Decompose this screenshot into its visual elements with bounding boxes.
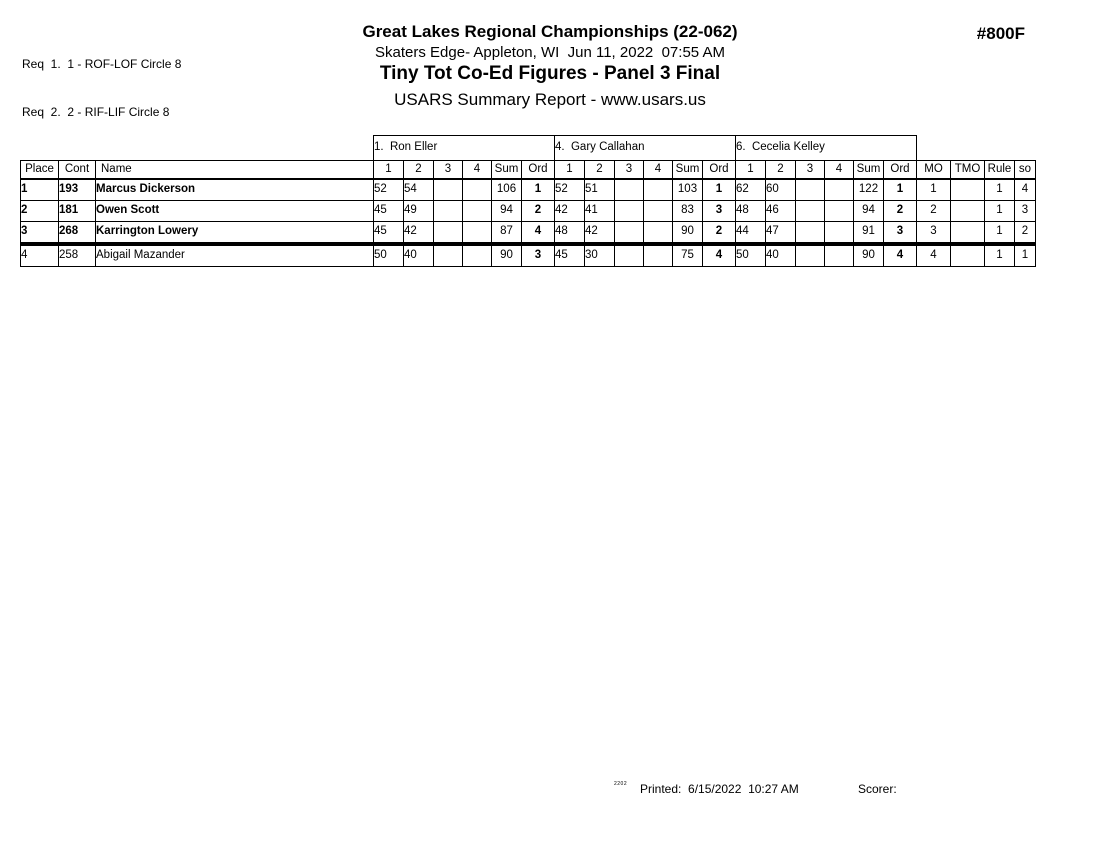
cell-j2-score2: 51: [585, 179, 615, 201]
cell-j3-sum: 90: [854, 244, 884, 267]
col-header-so: so: [1015, 161, 1036, 180]
cell-j3-ord: 2: [884, 201, 917, 222]
requirement-line-2: Req 2. 2 - RIF-LIF Circle 8: [22, 105, 170, 119]
cell-j1-score1: 50: [374, 244, 404, 267]
judge-name-row: [21, 136, 1036, 161]
footer-printed-timestamp: Printed: 6/15/2022 10:27 AM: [640, 782, 799, 796]
col-header-j1-4: 4: [463, 161, 492, 180]
cell-j3-score1: 62: [736, 179, 766, 201]
cell-j2-score1: 52: [555, 179, 585, 201]
cell-j1-ord: 1: [522, 179, 555, 201]
cell-so: 2: [1015, 222, 1036, 245]
cell-j3-score3: [796, 244, 825, 267]
col-header-j1-3: 3: [434, 161, 463, 180]
cell-j3-score3: [796, 222, 825, 245]
cell-cont: 193: [59, 179, 96, 201]
col-header-rule: Rule: [985, 161, 1015, 180]
venue-date-line: Skaters Edge- Appleton, WI Jun 11, 2022 07:55 AM: [375, 44, 725, 61]
cell-j3-score2: 46: [766, 201, 796, 222]
cell-j2-score3: [615, 201, 644, 222]
cell-j2-score1: 48: [555, 222, 585, 245]
cell-j2-sum: 103: [673, 179, 703, 201]
cell-rule: 1: [985, 222, 1015, 245]
cell-place: 3: [21, 222, 59, 245]
results-table: [20, 135, 1036, 267]
cell-j1-score1: 45: [374, 201, 404, 222]
judge-name-box-1: 1. Ron Eller: [374, 136, 555, 161]
judge-name-box-2: 4. Gary Callahan: [555, 136, 736, 161]
cell-j3-score4: [825, 201, 854, 222]
cell-j3-sum: 91: [854, 222, 884, 245]
col-header-j1-1: 1: [374, 161, 404, 180]
cell-j2-score3: [615, 244, 644, 267]
col-header-j1-ord: Ord: [522, 161, 555, 180]
cell-j1-score1: 52: [374, 179, 404, 201]
cell-j3-ord: 4: [884, 244, 917, 267]
cell-mo: 1: [917, 179, 951, 201]
col-header-name: Name: [96, 161, 374, 180]
report-type-line: USARS Summary Report - www.usars.us: [394, 90, 706, 109]
cell-j2-sum: 75: [673, 244, 703, 267]
cell-place: 2: [21, 201, 59, 222]
cell-j2-score4: [644, 201, 673, 222]
table-row: [21, 244, 1036, 267]
cell-j3-score1: 44: [736, 222, 766, 245]
footer-scorer-label: Scorer:: [858, 782, 897, 796]
cell-cont: 268: [59, 222, 96, 245]
cell-j2-score2: 30: [585, 244, 615, 267]
cell-mo: 2: [917, 201, 951, 222]
footer-version-mark: 2202: [614, 781, 628, 787]
cell-j3-sum: 94: [854, 201, 884, 222]
col-header-j2-3: 3: [615, 161, 644, 180]
table-row: [21, 201, 1036, 222]
cell-so: 3: [1015, 201, 1036, 222]
document-number: #800F: [976, 24, 1025, 43]
cell-j1-sum: 106: [492, 179, 522, 201]
cell-j3-score2: 60: [766, 179, 796, 201]
cell-rule: 1: [985, 244, 1015, 267]
col-header-place: Place: [21, 161, 59, 180]
col-header-j2-1: 1: [555, 161, 585, 180]
cell-j1-sum: 94: [492, 201, 522, 222]
cell-j1-score2: 40: [404, 244, 434, 267]
cell-j2-score1: 45: [555, 244, 585, 267]
cell-mo: 4: [917, 244, 951, 267]
cell-j1-ord: 4: [522, 222, 555, 245]
cell-so: 4: [1015, 179, 1036, 201]
cell-j1-ord: 2: [522, 201, 555, 222]
col-header-mo: MO: [917, 161, 951, 180]
cell-j3-score2: 47: [766, 222, 796, 245]
table-row: [21, 179, 1036, 201]
cell-j3-score4: [825, 179, 854, 201]
col-header-tmo: TMO: [951, 161, 985, 180]
results-tbody: [21, 179, 1036, 267]
cell-tmo: [951, 244, 985, 267]
col-header-j3-ord: Ord: [884, 161, 917, 180]
cell-j1-score3: [434, 244, 463, 267]
cell-name: Marcus Dickerson: [96, 179, 374, 201]
cell-name: Karrington Lowery: [96, 222, 374, 245]
table-row: [21, 222, 1036, 245]
requirement-line-1: Req 1. 1 - ROF-LOF Circle 8: [22, 57, 182, 71]
col-header-j3-sum: Sum: [854, 161, 884, 180]
cell-j2-score3: [615, 222, 644, 245]
judge-row-spacer-right: [917, 136, 1036, 161]
cell-j1-sum: 90: [492, 244, 522, 267]
cell-j1-score2: 49: [404, 201, 434, 222]
cell-j3-score4: [825, 244, 854, 267]
cell-j2-ord: 1: [703, 179, 736, 201]
cell-so: 1: [1015, 244, 1036, 267]
col-header-j3-2: 2: [766, 161, 796, 180]
page-title: Great Lakes Regional Championships (22-062): [362, 22, 738, 41]
cell-j3-score2: 40: [766, 244, 796, 267]
cell-j3-score3: [796, 201, 825, 222]
cell-j1-ord: 3: [522, 244, 555, 267]
cell-j1-score4: [463, 201, 492, 222]
cell-tmo: [951, 179, 985, 201]
cell-rule: 1: [985, 179, 1015, 201]
cell-j3-score1: 48: [736, 201, 766, 222]
event-title: Tiny Tot Co-Ed Figures - Panel 3 Final: [379, 63, 721, 84]
cell-j2-score4: [644, 179, 673, 201]
col-header-j1-2: 2: [404, 161, 434, 180]
cell-j2-ord: 4: [703, 244, 736, 267]
col-header-j2-sum: Sum: [673, 161, 703, 180]
cell-name: Abigail Mazander: [96, 244, 374, 267]
col-header-j1-sum: Sum: [492, 161, 522, 180]
cell-j2-score1: 42: [555, 201, 585, 222]
cell-j3-ord: 1: [884, 179, 917, 201]
col-header-j2-2: 2: [585, 161, 615, 180]
cell-mo: 3: [917, 222, 951, 245]
judge-name-box-3: 6. Cecelia Kelley: [736, 136, 917, 161]
cell-j1-sum: 87: [492, 222, 522, 245]
cell-j2-ord: 2: [703, 222, 736, 245]
cell-j1-score4: [463, 244, 492, 267]
cell-name: Owen Scott: [96, 201, 374, 222]
col-header-j3-3: 3: [796, 161, 825, 180]
cell-place: 4: [21, 244, 59, 267]
cell-place: 1: [21, 179, 59, 201]
judge-row-spacer-left: [21, 136, 374, 161]
col-header-j2-4: 4: [644, 161, 673, 180]
col-header-cont: Cont: [59, 161, 96, 180]
cell-j2-score4: [644, 244, 673, 267]
cell-j1-score3: [434, 179, 463, 201]
cell-j1-score4: [463, 222, 492, 245]
cell-tmo: [951, 222, 985, 245]
cell-j2-score4: [644, 222, 673, 245]
cell-j1-score3: [434, 201, 463, 222]
cell-j3-sum: 122: [854, 179, 884, 201]
cell-j1-score4: [463, 179, 492, 201]
cell-j2-score2: 42: [585, 222, 615, 245]
cell-cont: 181: [59, 201, 96, 222]
cell-j3-score1: 50: [736, 244, 766, 267]
cell-j2-ord: 3: [703, 201, 736, 222]
cell-rule: 1: [985, 201, 1015, 222]
cell-j1-score2: 42: [404, 222, 434, 245]
col-header-j3-1: 1: [736, 161, 766, 180]
cell-j3-ord: 3: [884, 222, 917, 245]
cell-j1-score2: 54: [404, 179, 434, 201]
cell-j3-score4: [825, 222, 854, 245]
cell-j2-sum: 90: [673, 222, 703, 245]
cell-j1-score1: 45: [374, 222, 404, 245]
col-header-j2-ord: Ord: [703, 161, 736, 180]
cell-cont: 258: [59, 244, 96, 267]
cell-tmo: [951, 201, 985, 222]
col-header-j3-4: 4: [825, 161, 854, 180]
cell-j2-score3: [615, 179, 644, 201]
cell-j2-score2: 41: [585, 201, 615, 222]
cell-j1-score3: [434, 222, 463, 245]
cell-j3-score3: [796, 179, 825, 201]
column-header-row: [21, 161, 1036, 180]
cell-j2-sum: 83: [673, 201, 703, 222]
